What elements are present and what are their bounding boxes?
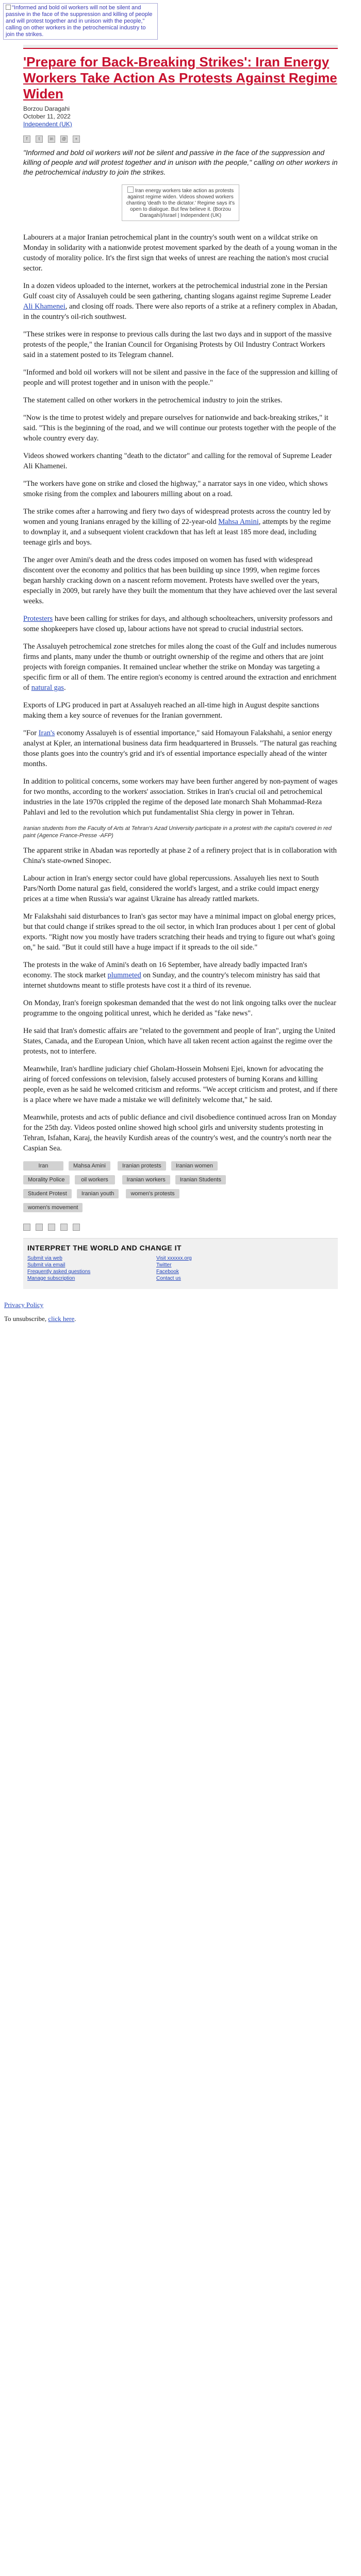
paragraph: The anger over Amini's death and the dress codes imposed on women has fused with widespread discontent over the economy and politics that has been building up since 1999, when regime forces began harshly cracking down on a nascent reform movement. Protests have swelled over the years, especially in 2009, but rarely have they built the momentum that they have achieved over the last several weeks. — [23, 556, 337, 605]
tag[interactable]: Student Protest — [23, 1189, 72, 1198]
paragraph: "Now is the time to protest widely and prepare ourselves for nationwide and back-breaking strikes," it said. "This is the beginning of the road, and we will continue our protests together with the people of the whole country every day. — [23, 414, 336, 443]
unsubscribe-line: To unsubscribe, click here. — [4, 1315, 76, 1323]
footer — [23, 1238, 338, 1289]
paragraph: Exports of LPG produced in part at Assaluyeh reached an all-time high in August despite sanctions making them a key source of revenues for the Iranian government. — [23, 701, 319, 720]
paragraph: The protests in the wake of Amini's death on 16 September, have already badly impacted Iran's economy. The stock market plummeted on Sunday, and the country's telecom ministry has said that internet shutdowns meant to stifle protests have cost it a third of its revenue. — [23, 961, 320, 990]
footer-link-submit-web[interactable]: Submit via web — [27, 1256, 62, 1261]
unsubscribe-link[interactable]: click here — [48, 1315, 75, 1323]
share-icon[interactable]: @ — [60, 135, 68, 143]
footer-link-manage-subscription[interactable]: Manage subscription — [27, 1276, 75, 1281]
bottom-links — [4, 1300, 361, 1323]
tag[interactable]: Iranian workers — [122, 1175, 170, 1184]
share-icon[interactable] — [60, 1224, 68, 1231]
footer-link-submit-email[interactable]: Submit via email — [27, 1262, 65, 1268]
author: Borzou Daragahi — [23, 105, 70, 112]
share-row-top — [23, 133, 338, 141]
paragraph: Videos showed workers chanting "death to the dictator" and calling for the removal of Supreme Leader Ali Khamenei. — [23, 452, 332, 470]
preheader-text[interactable]: "Informed and bold oil workers will not be silent and passive in the face of the suppression and killing of people and will protest together and in unison with the people," calling on other workers in the petrochemical industry to join the strikes. — [6, 5, 153, 38]
inline-link[interactable]: Protesters — [23, 615, 53, 623]
article-image — [122, 184, 239, 221]
share-icon[interactable] — [48, 1224, 55, 1231]
tag-list — [23, 1161, 240, 1216]
image-caption: Iranian students from the Faculty of Arts at Tehran's Azad University participate in a protest with the capital's covered in red paint (Agence France-Presse -AFP) — [23, 825, 332, 839]
footer-link-contact[interactable]: Contact us — [156, 1276, 181, 1281]
share-icon[interactable] — [73, 1224, 80, 1231]
footer-columns — [23, 1255, 338, 1282]
paragraph: The Assaluyeh petrochemical zone stretches for miles along the coast of the Gulf and includes numerous firms and plants, many under the thumb or outright ownership of the regime and others that are joint projects with foreign companies. It remained unclear whether the strike on Monday was targeting a specific firm or all of them. The entire region's economy is centred around the extraction and enrichment of natural gas. — [23, 642, 337, 692]
paragraph: On Monday, Iran's foreign spokesman demanded that the west do not link ongoing talks over the nuclear programme to the ongoing political unrest, which he derided as "fake news". — [23, 999, 336, 1018]
byline — [23, 105, 338, 128]
tag[interactable]: Mahsa Amini — [69, 1161, 110, 1171]
tag[interactable]: women's movement — [23, 1203, 83, 1212]
paragraph: Meanwhile, Iran's hardline judiciary chief Gholam-Hossein Mohseni Ejei, known for advocating the airing of forced confessions on television, falsely accused protesters of burning Korans and killing people, even as he said he welcomed criticism and reforms. "We accept criticism and protest, and if there is a place where we have made a mistake we will definitely welcome that," he said. — [23, 1065, 338, 1104]
paragraph: The statement called on other workers in the petrochemical industry to join the strikes. — [23, 396, 283, 404]
tag[interactable]: Iranian youth — [77, 1189, 119, 1198]
tag[interactable]: Iranian women — [171, 1161, 218, 1171]
lead-quote: "Informed and bold oil workers will not be silent and passive in the face of the suppression and killing of people and will protest together and in unison with the people," calling on other workers in the petrochemical industry to join the strikes. — [23, 148, 338, 176]
inline-link[interactable]: plummeted — [107, 971, 141, 979]
share-icon[interactable]: f — [23, 135, 30, 143]
privacy-policy-link[interactable]: Privacy Policy — [4, 1301, 44, 1309]
footer-col-right — [156, 1255, 285, 1282]
share-icon[interactable]: in — [48, 135, 55, 143]
footer-link-facebook[interactable]: Facebook — [156, 1269, 179, 1275]
image-placeholder-icon — [127, 187, 134, 193]
paragraph: Labour action in Iran's energy sector could have global repercussions. Assaluyeh lies next to South Pars/North Dome natural gas field, considered the world's largest, and a strike could impact energy prices at a time when Russia's war against Ukraine has already rattled markets. — [23, 874, 319, 903]
paragraph: Meanwhile, protests and acts of public defiance and civil disobedience continued across Iran on Monday for the 25th day. Videos posted online showed high school girls and university students protesting in Tehran, Isfahan, Karaj, the heavily Kurdish areas of the country's west, and the country's north near the Caspian Sea. — [23, 1113, 337, 1153]
article-container — [23, 45, 338, 1231]
paragraph: Mr Falakshahi said disturbances to Iran's gas sector may have a minimal impact on global energy prices, but that could change if strikes spread to the oil sector, in which Iran produces about 1 per cent of global exports. "Right now you mostly have traders scratching their heads and trying to figure out what's going on," he said. "But it could still have a huge impact if it spreads to the oil side." — [23, 912, 336, 952]
inline-link[interactable]: Mahsa Amini — [218, 518, 259, 526]
paragraph: "These strikes were in response to previous calls during the last two days and in support of the massive protests of the people," the Iranian Council for Organising Protests by Oil Industry Contract Workers said in a statement posted to its Telegram channel. — [23, 330, 332, 359]
footer-link-twitter[interactable]: Twitter — [156, 1262, 172, 1268]
source-link[interactable]: Independent (UK) — [23, 121, 72, 128]
paragraph: The apparent strike in Abadan was reportedly at phase 2 of a refinery project that is in collaboration with China's state-owned Sinopec. — [23, 846, 337, 865]
tag[interactable]: Iranian Students — [175, 1175, 226, 1184]
image-placeholder-icon — [6, 5, 11, 10]
footer-link-faq[interactable]: Frequently asked questions — [27, 1269, 91, 1275]
footer-link-visit-site[interactable]: Visit xxxxxx.org — [156, 1256, 192, 1261]
share-icon[interactable]: t — [36, 135, 43, 143]
tag[interactable]: women's protests — [126, 1189, 179, 1198]
article-title[interactable]: 'Prepare for Back-Breaking Strikes': Iran Energy Workers Take Action As Protests Against Regime Widen — [23, 54, 337, 101]
paragraph: The strike comes after a harrowing and fiery two days of widespread protests across the country led by women and young Iranians enraged by the killing of 22-year-old Mahsa Amini, attempts by the regime to downplay it, and a subsequent violent crackdown that has left at least 185 more dead, including teenage girls and boys. — [23, 507, 331, 547]
paragraph: In addition to political concerns, some workers may have been further angered by non-payment of wages for two months, according to the workers' association. Strikes in Iran's crucial oil and petrochemical industries in the late 1970s crippled the regime of the deposed late monarch Shah Mohammad-Reza Pahlavi and led to the revolution which put fundamentalist Shia clergy in power in Tehran. — [23, 777, 338, 817]
paragraph: "The workers have gone on strike and closed the highway," a narrator says in one video, which shows smoke rising from the complex and labourers milling about on a road. — [23, 480, 328, 498]
footer-col-left — [27, 1255, 156, 1282]
header-rule — [23, 45, 338, 49]
share-icon[interactable] — [36, 1224, 43, 1231]
image-alt-text: Iran energy workers take action as protests against regime widen. Videos showed workers chanting 'death to the dictator.' Regime says it's open to dialogue. But few believe it. (Borzou Daragahi)/Israel | Independent (UK) — [126, 188, 235, 218]
date: October 11, 2022 — [23, 113, 71, 120]
paragraph: Labourers at a major Iranian petrochemical plant in the country's south went on a wildcat strike on Monday in solidarity with a nationwide protest movement sparked by the death of a young woman in the custody of morality police. It's the first sign that weeks of unrest are reaching the nation's most crucial sector. — [23, 233, 337, 273]
share-icon[interactable]: + — [73, 135, 80, 143]
share-icon[interactable] — [23, 1224, 30, 1231]
tag[interactable]: Iran — [23, 1161, 63, 1171]
inline-link[interactable]: Iran's — [38, 729, 55, 737]
footer-heading: INTERPRET THE WORLD AND CHANGE IT — [27, 1244, 182, 1252]
inline-link[interactable]: natural gas — [31, 684, 64, 692]
inline-link[interactable]: Ali Khamenei — [23, 302, 65, 311]
tag[interactable]: Iranian protests — [118, 1161, 166, 1171]
paragraph: He said that Iran's domestic affairs are "related to the government and people of Iran", urging the United States, Canada, and the European Union, which have all taken recent action against the regime over the protests, not to interfere. — [23, 1027, 335, 1056]
preheader-snippet[interactable] — [3, 3, 158, 40]
paragraph: Protesters have been calling for strikes for days, and although schoolteachers, university professors and some shopkeepers have closed up, labour actions have not spread to crucial industrial sectors. — [23, 615, 333, 633]
paragraph: "For Iran's economy Assaluyeh is of essential importance," said Homayoun Falakshahi, a senior energy analyst at Kpler, an international business data firm headquartered in Brussels. "The natural gas reaching those plants goes into the country's grid and it's of essential importance especially ahead of the winter months. — [23, 729, 337, 768]
tag[interactable]: Morality Police — [23, 1175, 70, 1184]
share-row-bottom — [23, 1224, 338, 1231]
paragraph: "Informed and bold oil workers will not be silent and passive in the face of the suppression and killing of people and will protest together and in unison with the people." — [23, 368, 338, 387]
paragraph: In a dozen videos uploaded to the internet, workers at the petrochemical industrial zone in the Persian Gulf coast city of Assaluyeh could be seen gathering, chanting slogans against regime Supreme Leader Ali Khamenei, and closing off roads. There were also reports of a strike at a refinery complex in Abadan, in the country's oil-rich southwest. — [23, 282, 338, 321]
tag[interactable]: oil workers — [75, 1175, 115, 1184]
